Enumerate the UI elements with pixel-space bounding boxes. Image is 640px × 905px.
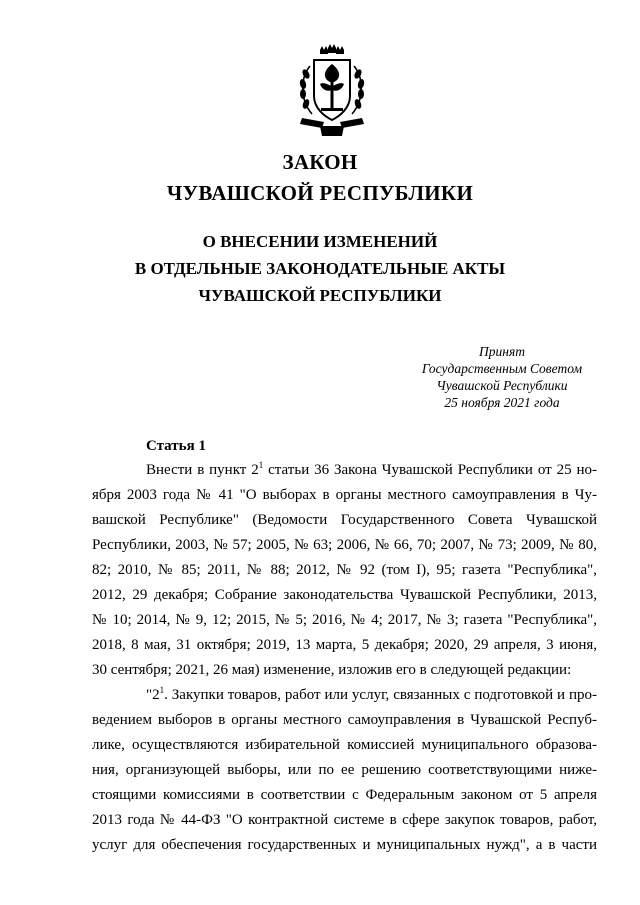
adopted-label: Принят: [479, 344, 525, 359]
paragraph-line: Республики, 2003, № 57; 2005, № 63; 2006, № 66, 70; 2007, № 73; 2009, № 80,: [92, 537, 597, 553]
paragraph-line: 2018, 8 мая, 31 октября; 2019, 13 марта, 5 декабря; 2020, 29 апреля, 3 июня,: [92, 637, 597, 653]
paragraph-line: вашской Республике" (Ведомости Государственного Совета Чувашской: [92, 512, 597, 528]
paragraph-line: 2012, 29 декабря; Собрание законодательства Чувашской Республики, 2013,: [92, 587, 597, 603]
paragraph-line: услуг для обеспечения государственных и муниципальных нужд", а в части: [92, 837, 597, 853]
coat-of-arms-emblem: [294, 44, 370, 140]
paragraph-line: Внести в пункт $2^1$ статьи 36 Закона Чувашской Республики от 25 но-: [146, 460, 597, 478]
paragraph-line: лике, осуществляются избирательной комиссией муниципального образова-: [92, 737, 597, 753]
paragraph-line: стоящими комиссиями в соответствии с Федеральным законом от 5 апреля: [92, 787, 597, 803]
law-title: ЗАКОН: [282, 150, 358, 174]
adopted-date: 25 ноября 2021 года: [444, 395, 560, 410]
subject-line-2: В ОТДЕЛЬНЫЕ ЗАКОНОДАТЕЛЬНЫЕ АКТЫ: [134, 259, 506, 278]
paragraph-line: ября 2003 года № 41 "О выборах в органы местного самоуправления в Чу-: [92, 487, 597, 503]
paragraph-line: № 10; 2014, № 9, 12; 2015, № 5; 2016, № 4; 2017, № 3; газета "Республика",: [92, 612, 597, 628]
adopted-by-line-1: Государственным Советом: [421, 361, 583, 376]
paragraph-line: "$2^1$. Закупки товаров, работ или услуг, связанных с подготовкой и про-: [146, 685, 597, 703]
subject-line-1: О ВНЕСЕНИИ ИЗМЕНЕНИЙ: [202, 232, 438, 251]
paragraph-line: ния, организующей выборы, или по ее решению соответствующими ниже-: [92, 762, 597, 778]
paragraph-line: ведением выборов в органы местного самоуправления в Чувашской Респуб-: [92, 712, 597, 728]
adopted-by-line-2: Чувашской Республики: [436, 378, 568, 393]
paragraph-line: 2013 года № 44-ФЗ "О контрактной системе в сфере закупок товаров, работ,: [92, 812, 597, 828]
article-heading: Статья 1: [146, 438, 206, 454]
republic-title: ЧУВАШСКОЙ РЕСПУБЛИКИ: [166, 181, 474, 205]
paragraph-line: 82; 2010, № 85; 2011, № 88; 2012, № 92 (том I), 95; газета "Республика",: [92, 562, 597, 578]
subject-line-3: ЧУВАШСКОЙ РЕСПУБЛИКИ: [198, 286, 442, 305]
paragraph-line: 30 сентября; 2021, 26 мая) изменение, изложив его в следующей редакции:: [92, 662, 572, 678]
